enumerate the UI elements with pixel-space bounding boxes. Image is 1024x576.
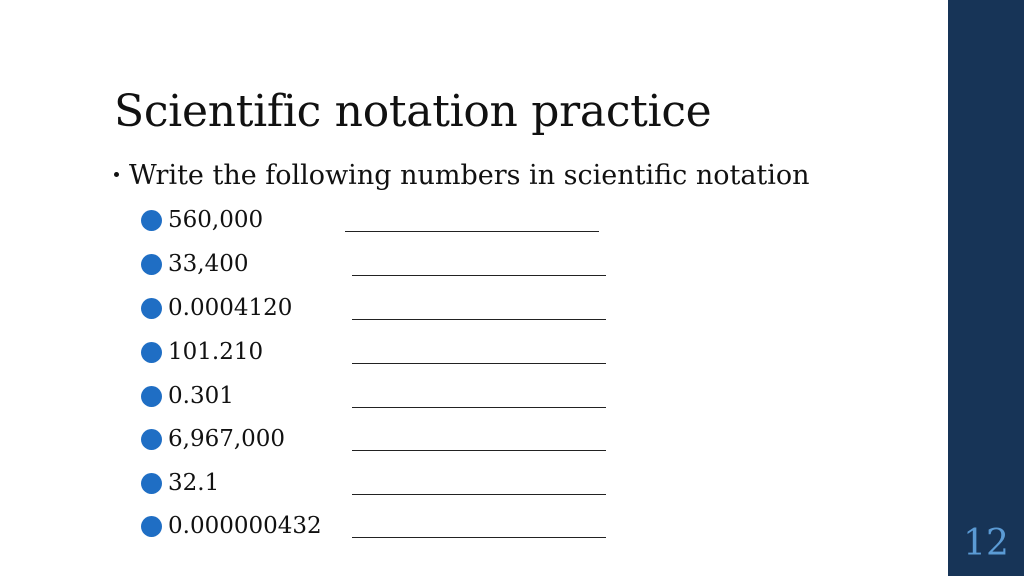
practice-item — [141, 511, 621, 541]
bullet-circle-icon — [141, 210, 162, 231]
number-value: 32.1 — [168, 470, 220, 496]
instruction-line — [114, 158, 810, 194]
practice-item — [141, 337, 621, 367]
practice-item — [141, 468, 621, 498]
instruction-text: Write the following numbers in scientific notation — [129, 160, 810, 191]
number-value: 101.210 — [168, 339, 264, 365]
answer-blank — [345, 231, 599, 232]
answer-blank — [352, 319, 606, 320]
answer-blank — [352, 363, 606, 364]
answer-blank — [352, 494, 606, 495]
bullet-circle-icon — [141, 254, 162, 275]
bullet-circle-icon — [141, 473, 162, 494]
answer-blank — [352, 407, 606, 408]
practice-item — [141, 205, 621, 235]
bullet-circle-icon — [141, 298, 162, 319]
page-number: 12 — [963, 523, 1009, 564]
answer-blank — [352, 450, 606, 451]
bullet-circle-icon — [141, 342, 162, 363]
practice-item — [141, 424, 621, 454]
number-value: 560,000 — [168, 207, 264, 233]
practice-item — [141, 249, 621, 279]
bullet-dot-icon — [114, 172, 119, 177]
answer-blank — [352, 537, 606, 538]
slide-title: Scientific notation practice — [114, 86, 712, 137]
number-value: 0.000000432 — [168, 513, 322, 539]
side-accent-bar — [948, 0, 1024, 576]
bullet-circle-icon — [141, 429, 162, 450]
bullet-circle-icon — [141, 516, 162, 537]
answer-blank — [352, 275, 606, 276]
practice-item — [141, 293, 621, 323]
bullet-circle-icon — [141, 386, 162, 407]
number-value: 33,400 — [168, 251, 249, 277]
practice-item — [141, 381, 621, 411]
number-value: 0.301 — [168, 383, 234, 409]
number-value: 6,967,000 — [168, 426, 286, 452]
number-value: 0.0004120 — [168, 295, 293, 321]
